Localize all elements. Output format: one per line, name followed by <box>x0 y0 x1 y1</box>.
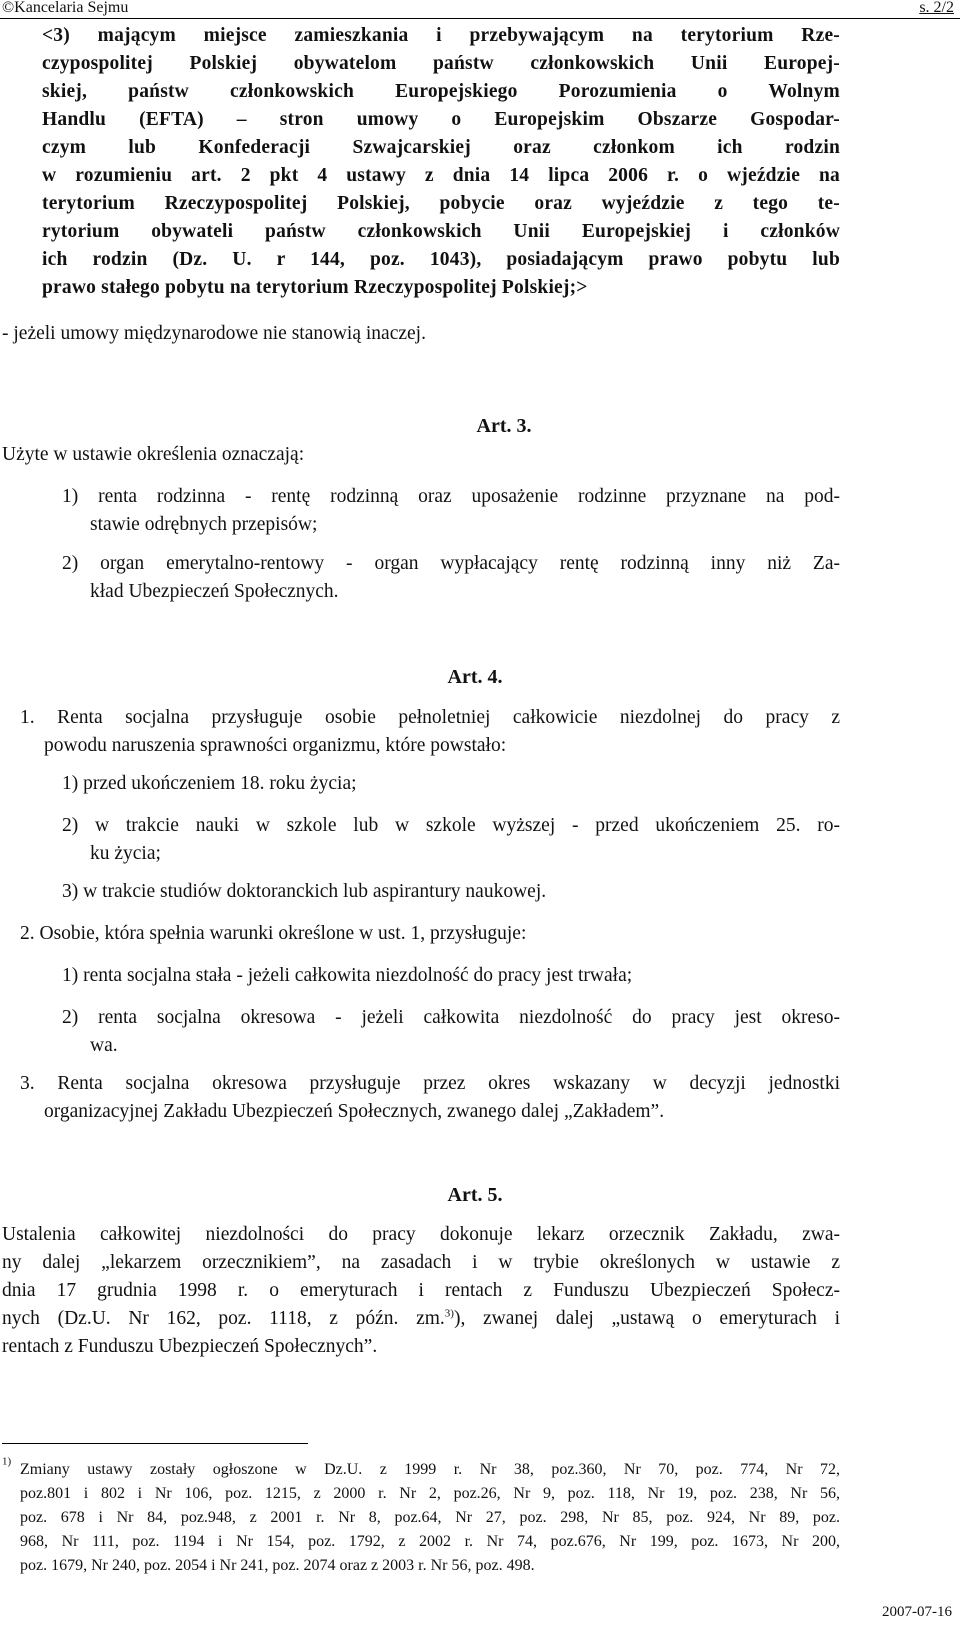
text-line: 968, Nr 111, poz. 1194 i Nr 154, poz. 1792, z 2002 r. Nr 74, poz.676, Nr 199, poz. 1673, Nr 200, <box>20 1533 840 1550</box>
text-line: ny dalej „lekarzem orzecznikiem”, na zasadach i w trybie określonych w ustawie z <box>2 1252 840 1273</box>
text-line: rentach z Funduszu Ubezpieczeń Społecznych”. <box>2 1336 378 1357</box>
footnote-rule <box>2 1443 308 1444</box>
footnote-marker <box>2 1455 11 1479</box>
text-line: Ustalenia całkowitej niezdolności do pracy dokonuje lekarz orzecznik Zakładu, zwa- <box>2 1224 840 1245</box>
text-line: czypospolitej Polskiej obywatelom państw członkowskich Unii Europej- <box>42 53 840 74</box>
text-line: ku życia; <box>90 843 161 864</box>
text-line: terytorium Rzeczypospolitej Polskiej, pobycie oraz wyjeździe z tego te- <box>42 193 840 214</box>
art3-item-2 <box>62 550 840 606</box>
text-line: czym lub Konfederacji Szwajcarskiej oraz członkom ich rodzin <box>42 137 840 158</box>
text-line: kład Ubezpieczeń Społecznych. <box>90 581 339 602</box>
text-line: <3) mającym miejsce zamieszkania i przebywającym na terytorium Rze- <box>42 25 840 46</box>
text-line: dnia 17 grudnia 1998 r. o emeryturach i rentach z Funduszu Ubezpieczeń Społecz- <box>2 1280 840 1301</box>
text-line: 1. Renta socjalna przysługuje osobie pełnoletniej całkowicie niezdolnej do pracy z <box>20 707 840 728</box>
text-line: 3. Renta socjalna okresowa przysługuje przez okres wskazany w decyzji jednostki <box>20 1073 840 1094</box>
text-line: prawo stałego pobytu na terytorium Rzeczypospolitej Polskiej;> <box>42 277 588 298</box>
text-line: 1) renta socjalna stała - jeżeli całkowita niezdolność do pracy jest trwała; <box>62 965 633 986</box>
art4-p1-item-2 <box>62 812 840 868</box>
art4-p2-item-1 <box>62 962 840 990</box>
text-line: wa. <box>90 1035 118 1056</box>
header-rule <box>0 18 960 19</box>
art4-paragraph-2: 2. Osobie, która spełnia warunki określone w ust. 1, przysługuje: <box>20 923 527 944</box>
text-line: 2) w trakcie nauki w szkole lub w szkole wyższej - przed ukończeniem 25. ro- <box>62 815 840 836</box>
text-line: 1) przed ukończeniem 18. roku życia; <box>62 773 357 794</box>
text-line: 3) w trakcie studiów doktoranckich lub aspirantury naukowej. <box>62 881 547 902</box>
text-line: Handlu (EFTA) – stron umowy o Europejskim Obszarze Gospodar- <box>42 109 840 130</box>
art3-heading: Art. 3. <box>476 415 532 437</box>
text-line: ich rodzin (Dz. U. r 144, poz. 1043), posiadającym prawo pobytu lub <box>42 249 840 270</box>
text-fragment: ), zwanej dalej „ustawą o emeryturach i <box>453 1308 840 1329</box>
art4-heading: Art. 4. <box>447 666 503 688</box>
art5-heading: Art. 5. <box>447 1184 503 1206</box>
art4-paragraph-3 <box>20 1070 840 1126</box>
art5-paragraph <box>2 1221 840 1361</box>
art4-p1-item-3 <box>62 878 840 906</box>
art4-paragraph-1 <box>20 704 840 760</box>
art4-p1-item-1 <box>62 770 840 798</box>
amendment-block <box>42 22 840 302</box>
text-line: 2) renta socjalna okresowa - jeżeli całkowita niezdolność do pracy jest okreso- <box>62 1007 840 1028</box>
header-source: ©Kancelaria Sejmu <box>2 0 129 16</box>
footnote-text <box>20 1458 840 1578</box>
text-line: poz. 678 i Nr 84, poz.948, z 2001 r. Nr 8, poz.64, Nr 27, poz. 298, Nr 85, poz. 924, Nr 89, poz. <box>20 1509 840 1526</box>
footnote-marker-text: 1) <box>2 1455 12 1468</box>
text-line: poz. 1679, Nr 240, poz. 2054 i Nr 241, poz. 2074 oraz z 2003 r. Nr 56, poz. 498. <box>20 1557 535 1574</box>
text-line: organizacyjnej Zakładu Ubezpieczeń Społecznych, zwanego dalej „Zakładem”. <box>44 1101 665 1122</box>
text-line: 1) renta rodzinna - rentę rodzinną oraz uposażenie rodzinne przyznane na pod- <box>62 486 840 507</box>
art3-item-1 <box>62 483 840 539</box>
page-number: s. 2/2 <box>919 0 954 16</box>
text-line: 2) organ emerytalno-rentowy - organ wypłacający rentę rodzinną inny niż Za- <box>62 553 840 574</box>
text-line: skiej, państw członkowskich Europejskiego Porozumienia o Wolnym <box>42 81 840 102</box>
text-line <box>2 1305 840 1333</box>
text-line: powodu naruszenia sprawności organizmu, które powstało: <box>44 735 507 756</box>
text-fragment: nych (Dz.U. Nr 162, poz. 1118, z późn. zm. <box>2 1308 445 1329</box>
intro-tail: - jeżeli umowy międzynarodowe nie stanowią inaczej. <box>2 323 426 344</box>
footnote-ref[interactable]: 3) <box>444 1307 454 1320</box>
art3-lead: Użyte w ustawie określenia oznaczają: <box>2 444 305 465</box>
text-line: Zmiany ustawy zostały ogłoszone w Dz.U. z 1999 r. Nr 38, poz.360, Nr 70, poz. 774, Nr 72, <box>20 1461 840 1478</box>
document-date: 2007-07-16 <box>882 1604 952 1620</box>
text-line: stawie odrębnych przepisów; <box>90 514 318 535</box>
art4-p2-item-2 <box>62 1004 840 1060</box>
text-line: rytorium obywateli państw członkowskich Unii Europejskiej i członków <box>42 221 840 242</box>
text-line: w rozumieniu art. 2 pkt 4 ustawy z dnia 14 lipca 2006 r. o wjeździe na <box>42 165 840 186</box>
text-line: poz.801 i 802 i Nr 106, poz. 1215, z 2000 r. Nr 2, poz.26, Nr 9, poz. 118, Nr 19, poz. 238, Nr 56, <box>20 1485 840 1502</box>
